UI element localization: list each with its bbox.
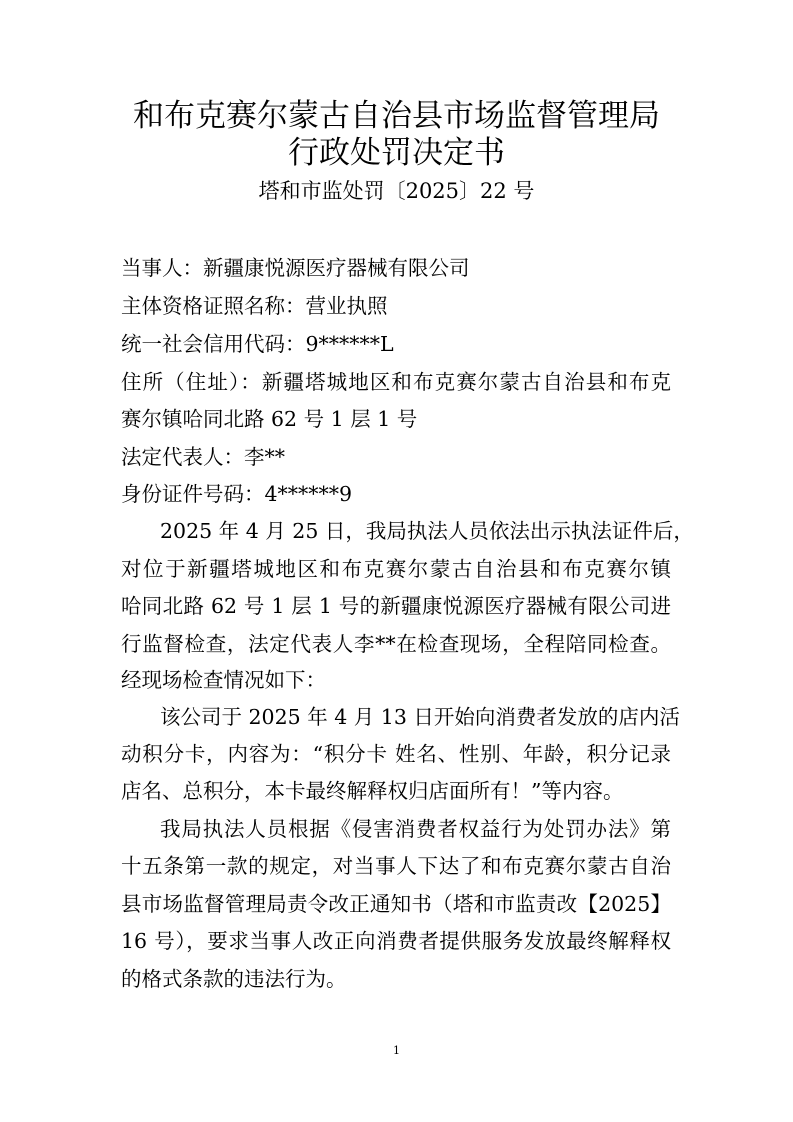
paragraph-line: 哈同北路 62 号 1 层 1 号的新疆康悦源医疗器械有限公司进: [121, 594, 671, 618]
document-number: 塔和市监处罚〔2025〕22 号: [258, 179, 535, 203]
paragraph-line: 行监督检查，法定代表人李**在检查现场，全程陪同检查。: [121, 632, 671, 656]
party-name: 当事人：新疆康悦源医疗器械有限公司: [121, 256, 470, 280]
document-title-line1: 和布克赛尔蒙古自治县市场监督管理局: [133, 98, 660, 134]
address-line-1: 住所（住址）：新疆塔城地区和布克赛尔蒙古自治县和布克: [121, 370, 671, 394]
paragraph-line: 我局执法人员根据《侵害消费者权益行为处罚办法》第: [160, 817, 671, 841]
credit-code: 统一社会信用代码：9******L: [121, 332, 394, 356]
paragraph-line: 经现场检查情况如下：: [121, 668, 326, 692]
paragraph-line: 该公司于 2025 年 4 月 13 日开始向消费者发放的店内活: [160, 705, 680, 729]
address-line-2: 赛尔镇哈同北路 62 号 1 层 1 号: [121, 407, 418, 431]
paragraph-line: 2025 年 4 月 25 日，我局执法人员依法出示执法证件后，: [160, 519, 694, 543]
paragraph-line: 店名、总积分，本卡最终解释权归店面所有！”等内容。: [121, 779, 624, 803]
paragraph-line: 的格式条款的违法行为。: [121, 967, 347, 991]
paragraph-line: 动积分卡，内容为：“积分卡 姓名、性别、年龄，积分记录: [121, 742, 671, 766]
page-number: 1: [393, 1044, 400, 1057]
id-number: 身份证件号码：4******9: [121, 482, 353, 506]
paragraph-line: 县市场监督管理局责令改正通知书（塔和市监责改【2025】: [121, 892, 671, 916]
license-type: 主体资格证照名称：营业执照: [121, 294, 388, 318]
paragraph-line: 16 号），要求当事人改正向消费者提供服务发放最终解释权: [121, 929, 671, 953]
paragraph-line: 对位于新疆塔城地区和布克赛尔蒙古自治县和布克赛尔镇: [121, 557, 671, 581]
paragraph-line: 十五条第一款的规定，对当事人下达了和布克赛尔蒙古自治: [121, 854, 671, 878]
document-title-line2: 行政处罚决定书: [288, 135, 505, 171]
legal-representative: 法定代表人：李**: [121, 445, 285, 469]
